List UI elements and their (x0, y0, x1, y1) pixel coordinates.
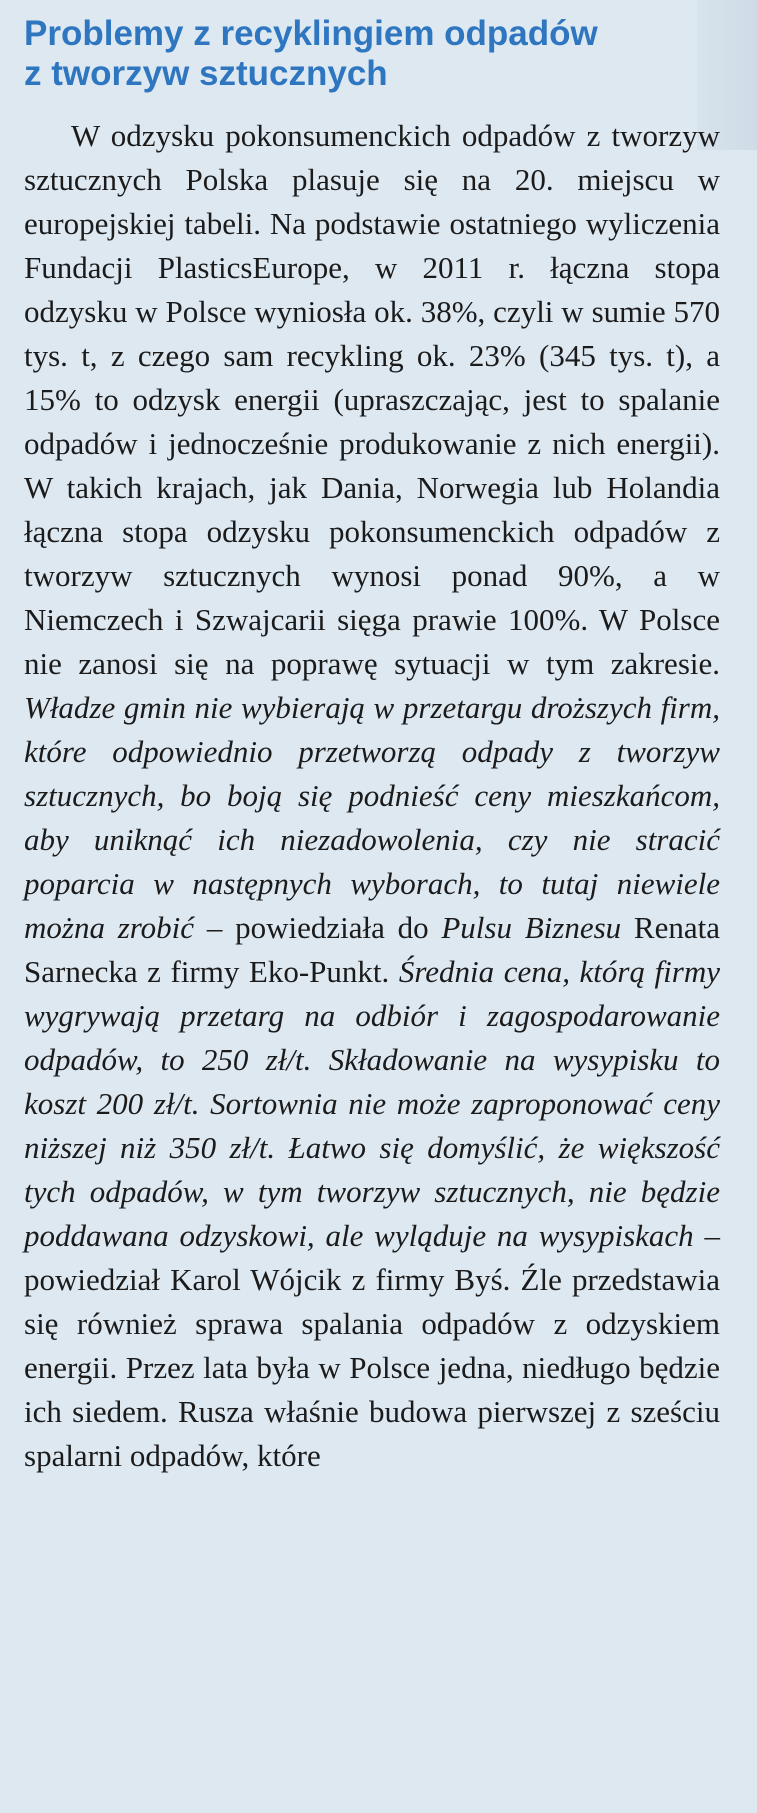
body-segment-quote: Średnia cena, którą firmy wygrywają przetarg na odbiór i zagospodarowanie odpadów, to 250 zł/t. Składowanie na wysypisku to koszt 200 zł/t. Sortownia nie może zaproponować ceny niższej niż 350 zł/t. Łatwo się domyślić, że większość tych odpadów, w tym tworzyw sztucznych, nie będzie poddawana odzyskowi, ale wyląduje na wysypiskach (24, 954, 720, 1253)
article (24, 14, 720, 1478)
body-segment: Renata Sarnecka z firmy Eko-Punkt. (24, 910, 720, 989)
article-body (24, 114, 720, 1478)
body-segment: – powiedział Karol Wójcik z firmy Byś. Źle przedstawia się również sprawa spalania odpadów z odzyskiem energii. Przez lata była w Polsce jedna, niedługo będzie ich siedem. Rusza właśnie budowa pierwszej z sześciu spalarni odpadów, które (24, 1218, 720, 1473)
body-segment-publication: Pulsu Biznesu (441, 910, 622, 945)
article-title (24, 14, 720, 94)
body-segment-quote: Władze gmin nie wybierają w przetargu droższych firm, które odpowiednio przetworzą odpady z tworzyw sztucznych, bo boją się podnieść ceny mieszkańcom, aby uniknąć ich niezadowolenia, czy nie stracić poparcia w następnych wyborach, to tutaj niewiele można zrobić (24, 690, 720, 945)
body-segment: W odzysku pokonsumenckich odpadów z tworzyw sztucznych Polska plasuje się na 20. miejscu w europejskiej tabeli. Na podstawie ostatniego wyliczenia Fundacji PlasticsEurope, w 2011 r. łączna stopa odzysku w Polsce wyniosła ok. 38%, czyli w sumie 570 tys. t, z czego sam recykling ok. 23% (345 tys. t), a 15% to odzysk energii (upraszczając, jest to spalanie odpadów i jednocześnie produkowanie z nich energii). W takich krajach, jak Dania, Norwegia lub Holandia łączna stopa odzysku pokonsumenckich odpadów z tworzyw sztucznych wynosi ponad 90%, a w Niemczech i Szwajcarii sięga prawie 100%. W Polsce nie zanosi się na poprawę sytuacji w tym zakresie. (24, 118, 720, 681)
article-title-line-1: Problemy z recyklingiem odpadów (24, 14, 598, 53)
article-title-line-2: z tworzyw sztucznych (24, 54, 388, 93)
body-segment: – powiedziała do (194, 910, 442, 945)
